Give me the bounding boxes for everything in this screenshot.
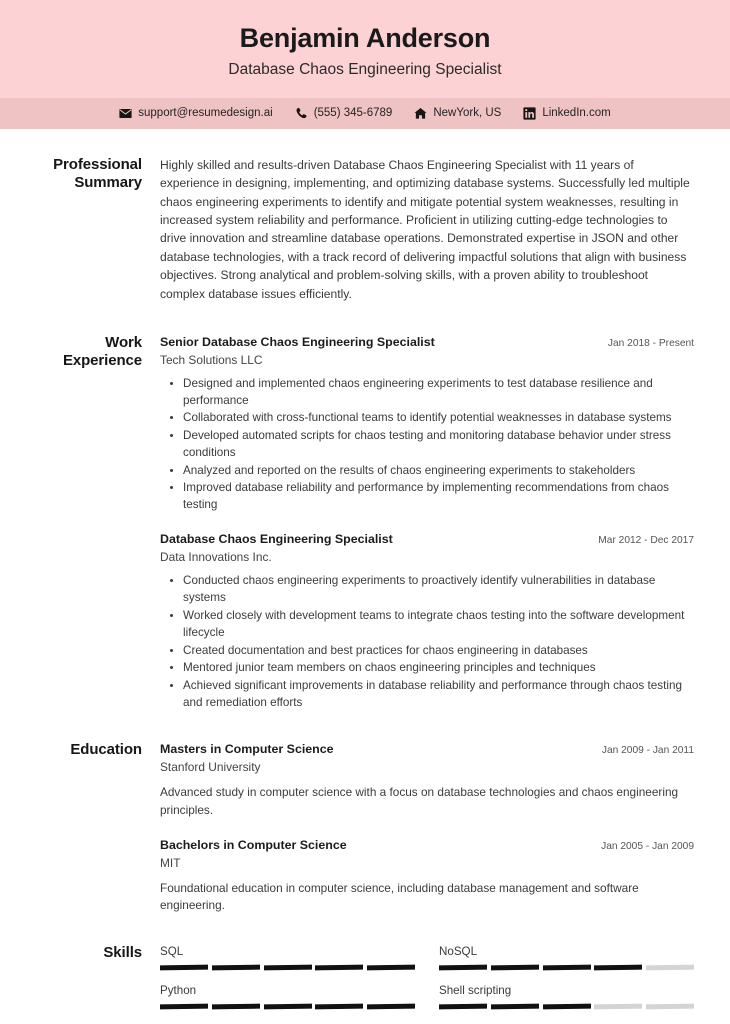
list-item: Created documentation and best practices for chaos engineering in databases — [183, 642, 694, 659]
skill-segment — [543, 965, 591, 971]
experience-entry — [160, 334, 694, 513]
list-item: Improved database reliability and performance by implementing recommendations from chaos testing — [183, 479, 694, 513]
experience-body — [160, 334, 694, 711]
education-body — [160, 741, 694, 914]
education-entry-head — [160, 837, 694, 854]
experience-entry-organization: Data Innovations Inc. — [160, 550, 272, 565]
skill-level-bar — [160, 1004, 415, 1009]
experience-entry-date: Mar 2012 - Dec 2017 — [598, 535, 694, 547]
skill-segment — [160, 1004, 208, 1010]
skill-segment — [160, 965, 208, 971]
contact-location-label: NewYork, US — [433, 107, 502, 120]
experience-entry — [160, 531, 694, 710]
list-item: Mentored junior team members on chaos engineering principles and techniques — [183, 659, 694, 676]
skills-body — [160, 944, 694, 1009]
education-entry-title: Bachelors in Computer Science — [160, 838, 347, 853]
contact-linkedin[interactable] — [523, 107, 610, 120]
skill-segment — [315, 965, 363, 971]
contact-bar — [0, 98, 730, 129]
experience-entry-head — [160, 531, 694, 548]
education-entry-organization: MIT — [160, 855, 181, 870]
section-label-experience: Work Experience — [62, 333, 142, 370]
experience-entry-title: Senior Database Chaos Engineering Specialist — [160, 334, 435, 349]
home-icon — [414, 107, 427, 120]
education-entry — [160, 741, 694, 819]
skill-segment — [212, 965, 260, 971]
skills-grid — [160, 944, 694, 1009]
contact-location[interactable] — [414, 107, 501, 120]
skill-segment — [367, 1004, 415, 1010]
skill-segment — [594, 1004, 642, 1010]
full-name: Benjamin Anderson — [239, 23, 491, 53]
list-item: Collaborated with cross-functional teams to identify potential weaknesses in database systems — [183, 409, 694, 426]
experience-entry-date: Jan 2018 - Present — [607, 337, 694, 349]
skill-item — [439, 983, 694, 1009]
section-professional-summary — [36, 129, 694, 303]
skill-name: NoSQL — [439, 944, 478, 958]
section-label-education: Education — [70, 741, 142, 759]
skill-level-bar — [439, 965, 694, 970]
resume-content — [0, 129, 730, 1009]
list-item: Designed and implemented chaos engineering experiments to test database resilience and performance — [183, 375, 694, 409]
experience-entry-bullets — [160, 375, 694, 514]
skill-segment — [646, 965, 694, 971]
education-entry-date: Jan 2009 - Jan 2011 — [601, 745, 694, 757]
linkedin-icon — [523, 107, 536, 120]
summary-text: Highly skilled and results-driven Database Chaos Engineering Specialist with 11 years of experience in designing, implementing, and optimizing database systems. Successfully led multiple chaos engineering experiments to identify and mitigate potential system weaknesses, resulting in increased system reliability and performance. Proficient in utilizing cutting-edge technologies to drive innovation and streamline database operations. Demonstrated expertise in JSON and other database technologies, with a track record of delivering impactful solutions that align with business objectives. Strong analytical and problem-solving skills, with a proven ability to troubleshoot complex database issues efficiently. — [160, 157, 690, 301]
skill-segment — [646, 1004, 694, 1010]
section-work-experience — [36, 303, 694, 711]
skill-segment — [594, 965, 642, 971]
experience-entry-head — [160, 334, 694, 351]
contact-email-label: support@resumedesign.ai — [138, 107, 273, 120]
experience-entry-title: Database Chaos Engineering Specialist — [160, 532, 393, 547]
envelope-icon — [119, 107, 132, 120]
list-item: Worked closely with development teams to integrate chaos testing into the software development lifecycle — [183, 607, 694, 641]
skill-name: Python — [160, 983, 197, 997]
skill-segment — [491, 965, 539, 971]
experience-entry-bullets — [160, 572, 694, 711]
phone-icon — [295, 107, 308, 120]
contact-phone[interactable] — [295, 107, 393, 120]
education-entry-description: Advanced study in computer science with a focus on database technologies and chaos engineering principles. — [160, 785, 679, 817]
education-entry-description: Foundational education in computer science, including database management and software engineering. — [160, 880, 639, 913]
resume-header — [0, 0, 730, 98]
skill-level-bar — [439, 1004, 694, 1009]
education-entry — [160, 837, 694, 915]
skill-segment — [212, 1004, 260, 1010]
skill-item — [160, 944, 415, 970]
education-entry-head — [160, 741, 694, 758]
contact-linkedin-label: LinkedIn.com — [542, 107, 611, 120]
skill-name: Shell scripting — [439, 983, 512, 997]
summary-body — [160, 156, 694, 303]
job-title: Database Chaos Engineering Specialist — [228, 61, 502, 79]
list-item: Analyzed and reported on the results of chaos engineering experiments to stakeholders — [183, 462, 694, 479]
skill-segment — [264, 965, 312, 971]
skill-segment — [439, 1004, 487, 1010]
skill-level-bar — [160, 965, 415, 970]
contact-phone-label: (555) 345-6789 — [313, 107, 393, 120]
education-entry-date: Jan 2005 - Jan 2009 — [601, 841, 694, 853]
skill-segment — [491, 1004, 539, 1010]
skill-name: SQL — [160, 944, 184, 958]
list-item: Achieved significant improvements in database reliability and performance through chaos testing and remediation efforts — [183, 677, 694, 711]
section-label-skills: Skills — [103, 943, 142, 961]
contact-email[interactable] — [119, 107, 272, 120]
list-item: Developed automated scripts for chaos testing and monitoring database behavior under stress conditions — [183, 427, 694, 461]
skill-segment — [367, 965, 415, 971]
experience-entry-organization: Tech Solutions LLC — [160, 352, 263, 367]
skill-segment — [439, 965, 487, 971]
skill-item — [160, 983, 415, 1009]
education-entry-organization: Stanford University — [160, 760, 261, 775]
skill-item — [439, 944, 694, 970]
skill-segment — [315, 1004, 363, 1010]
section-label-summary: Professional Summary — [53, 155, 142, 192]
education-entry-title: Masters in Computer Science — [160, 742, 334, 757]
list-item: Conducted chaos engineering experiments to proactively identify vulnerabilities in database systems — [183, 572, 694, 606]
section-education — [36, 711, 694, 914]
skill-segment — [543, 1004, 591, 1010]
section-skills — [36, 915, 694, 1009]
skill-segment — [264, 1004, 312, 1010]
